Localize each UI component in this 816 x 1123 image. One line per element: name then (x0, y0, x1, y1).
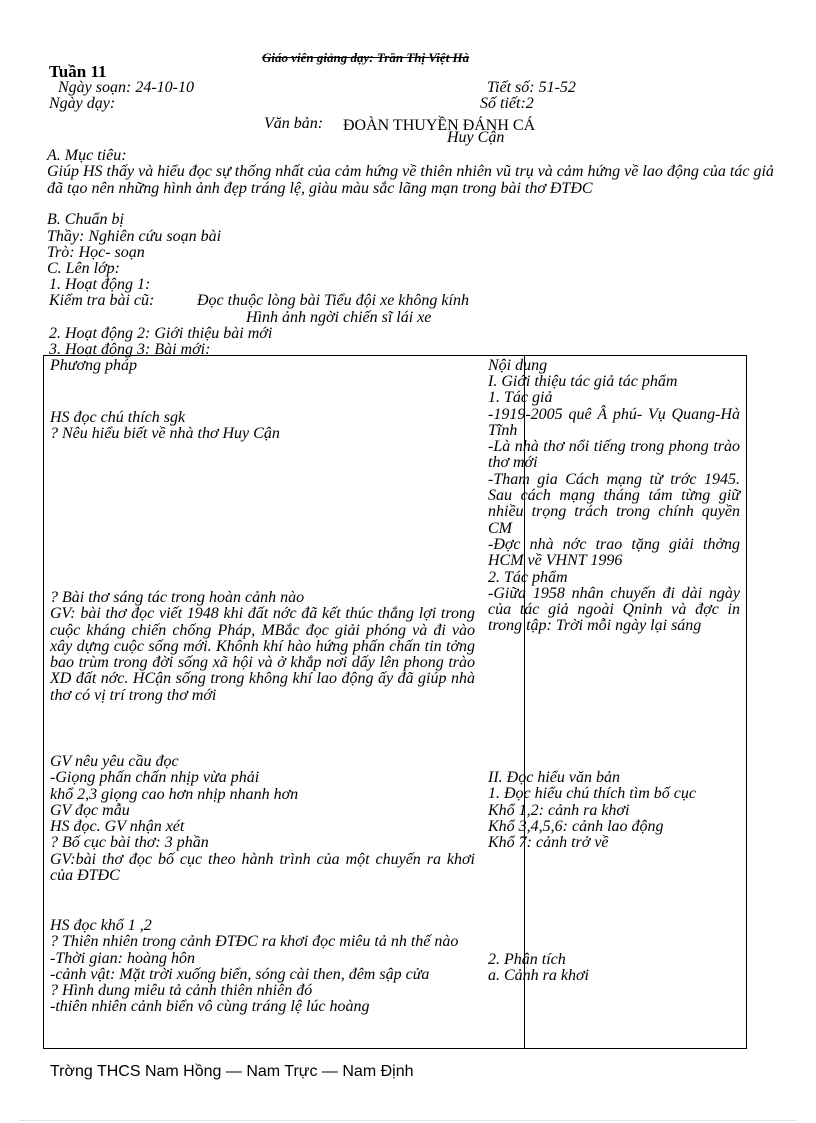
student-prep: Trò: Học- soạn (47, 244, 145, 261)
week-label: Tuần 11 (49, 62, 107, 81)
list-item: a. Cảnh ra khơi (488, 967, 589, 985)
list-item: HS đọc khổ 1 ,2 (50, 917, 152, 934)
content-block-1 (488, 374, 740, 635)
activity-1: 1. Hoạt động 1: (49, 276, 151, 293)
text-label: Văn bản: (264, 115, 324, 132)
list-item: ? Thiên nhiên trong cảnh ĐTĐC ra khơi đọc miêu tả nh thế nào (50, 933, 459, 951)
list-item: HS đọc chú thích sgk (50, 409, 186, 426)
list-item: -Thời gian: hoàng hôn (50, 949, 195, 967)
list-item: HS đọc. GV nhận xét (50, 818, 185, 836)
content-block-3 (488, 952, 740, 985)
list-item: I. Giới thiệu tác giả tác phẩm (488, 373, 678, 390)
lesson-heading: C. Lên lớp: (47, 260, 120, 277)
teacher-prep: Thầy: Nghiên cứu soạn bài (47, 228, 222, 245)
list-item: -Giữa 1958 nhân chuyến đi dài ngày của tác giả ngoài Qninh và đợc in trong tập: Trời mỗi ngày lại sáng (488, 584, 740, 635)
list-item: -cảnh vật: Mặt trời xuống biển, sóng cài then, đêm sập cửa (50, 965, 430, 983)
list-item: ? Nêu hiểu biết về nhà thơ Huy Cận (50, 425, 280, 443)
list-item: 2. Tác phẩm (488, 568, 568, 586)
objectives-body: Giúp HS thấy và hiểu đọc sự thống nhất của cảm hứng về thiên nhiên vũ trụ và cảm hứng về lao động của tác giả đã tạo nên những hình ảnh đẹp tráng lệ, giàu màu sắc lãng mạn trong bài thơ ĐTĐC (47, 163, 774, 197)
prep-date: Ngày soạn: 24-10-10 (58, 79, 194, 96)
preparation-heading: B. Chuẩn bị (47, 211, 124, 228)
content-header: Nội dung (488, 357, 548, 374)
lesson-table (43, 355, 747, 1049)
teacher-header: Giáo viên giảng dạy: Trần Thị Việt Hà (262, 50, 470, 65)
list-item: Khổ 1,2: cảnh ra khơi (488, 801, 630, 819)
activity-3: 3. Hoạt động 3: Bài mới: (49, 341, 211, 358)
list-item: Khổ 7: cảnh trở về (488, 834, 609, 852)
list-item: 1. Tác giả (488, 389, 553, 407)
list-item: II. Đọc hiểu văn bản (488, 769, 620, 786)
lesson-number: Tiết số: 51-52 (487, 79, 576, 96)
check-body-1: Đọc thuộc lòng bài Tiểu đội xe không kính (197, 292, 469, 309)
list-item: GV:bài thơ đọc bố cục theo hành trình của một chuyến ra khơi của ĐTĐC (50, 850, 475, 885)
check-body-2: Hình ảnh ngời chiến sĩ lái xe (246, 309, 432, 326)
list-item: ? Bố cục bài thơ: 3 phần (50, 834, 209, 852)
method-block-1 (50, 410, 475, 443)
list-item: khổ 2,3 giọng cao hơn nhịp nhanh hơn (50, 785, 299, 803)
list-item: -Tham gia Cách mạng từ trớc 1945. Sau cách mạng tháng tám từng giữ nhiều trọng trách trong chính quyền CM (488, 470, 740, 537)
list-item: Khổ 3,4,5,6: cảnh lao động (488, 817, 664, 835)
list-item: GV nêu yêu cầu đọc (50, 753, 179, 770)
school-footer: Trờng THCS Nam Hồng — Nam Trực — Nam Định (50, 1063, 414, 1080)
activity-2: 2. Hoạt động 2: Giới thiệu bài mới (49, 325, 273, 342)
list-item: -thiên nhiên cảnh biển vô cùng tráng lệ lúc hoàng (50, 998, 370, 1016)
author-name: Huy Cận (447, 129, 505, 146)
teach-date: Ngày dạy: (49, 95, 116, 112)
list-item: -Đợc nhà nớc trao tặng giải thởng HCM về VHNT 1996 (488, 535, 740, 570)
method-header: Phương pháp (50, 357, 138, 374)
period-count: Số tiết:2 (480, 95, 534, 112)
page-bottom-divider (20, 1120, 796, 1121)
content-block-2 (488, 770, 740, 851)
check-label: Kiểm tra bài cũ: (49, 292, 155, 309)
list-item: -1919-2005 quê Â phú- Vụ Quang-Hà Tĩnh (488, 405, 740, 439)
list-item: GV đọc mẫu (50, 801, 130, 819)
method-block-4 (50, 918, 475, 1016)
method-block-3 (50, 754, 475, 884)
list-item: ? Bài thơ sáng tác trong hoàn cảnh nào (50, 589, 305, 606)
list-item: 1. Đọc hiểu chú thích tìm bố cục (488, 785, 696, 803)
list-item: 2. Phân tích (488, 951, 566, 968)
list-item: -Là nhà thơ nổi tiếng trong phong trào thơ mới (488, 438, 740, 472)
objectives-heading: A. Mục tiêu: (47, 147, 127, 164)
text-title: ĐOÀN THUYỀN ĐÁNH CÁ (343, 117, 536, 134)
list-item: GV: bài thơ đọc viết 1948 khi đất nớc đã kết thúc thắng lợi trong cuộc kháng chiến chống Pháp, MBắc đọc giải phóng và đi vào xây dựng cuộc sống mới. Khônh khí hào hứng phấn chấn tin tởng bao trùm trong đời sống xã hội và ở khắp nơi dấy lên phong trào XD đất nớc. HCận sống trong không khí lao động ấy đã giúp nhà thơ có vị trí trong thơ mới (50, 605, 475, 704)
list-item: ? Hình dung miêu tả cảnh thiên nhiên đó (50, 982, 313, 1000)
list-item: -Giọng phấn chấn nhịp vừa phải (50, 769, 260, 787)
method-block-2 (50, 590, 475, 704)
